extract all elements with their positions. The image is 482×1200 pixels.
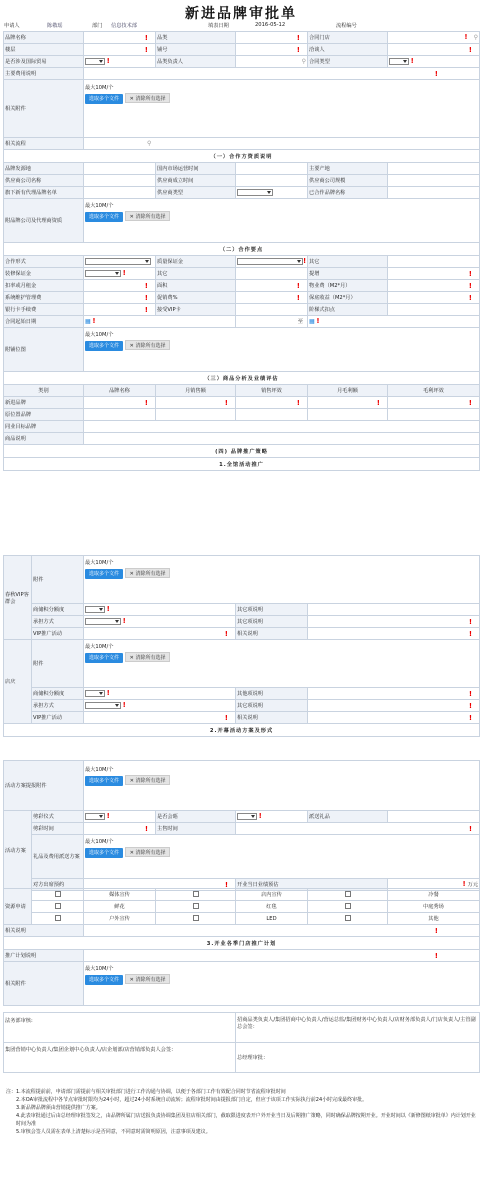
start-date-label: 合同起始日期	[4, 316, 84, 328]
other-label: 其它	[308, 256, 388, 268]
brand-name-field[interactable]: !	[84, 32, 156, 44]
cut-time-field[interactable]: !	[84, 823, 156, 835]
berth-label: 铺号	[156, 44, 236, 56]
negotiator-label: 洽谈人	[308, 44, 388, 56]
points-select[interactable]: !	[84, 688, 236, 700]
row-new-brand: 新进品牌	[4, 397, 84, 409]
search-icon[interactable]: ⚲	[473, 34, 478, 41]
col-margin-eff: 毛利坪效	[388, 385, 480, 397]
select-files-button[interactable]: 选取多个文件	[85, 653, 123, 663]
related-field[interactable]: !	[308, 712, 480, 724]
note-5: 5.审核会签人员需在表单上清楚标示是否同意，不同意时需简明原因，注意事项及建议。	[16, 1129, 211, 1135]
date-value: 2016-05-12	[255, 22, 286, 28]
negotiator-field[interactable]: !	[388, 44, 480, 56]
res-outdoor: 户外宣传	[84, 913, 156, 925]
gift-upload[interactable]: 最大10M/个 选取多个文件 ✕ 清除所有选择	[84, 835, 480, 879]
cut-label: 剪彩仪式	[32, 811, 84, 823]
other-desc2-label: 其它项说明	[236, 616, 308, 628]
note-1: 注：1.本流程提前前，申请部门需提前与相关审批部门进行工作沟通与协调，以便于各部门工作有效配合同时节省流程审批时间	[6, 1089, 286, 1095]
bear-label: 承担方式	[32, 616, 84, 628]
clear-files-button[interactable]: ✕ 清除所有选择	[125, 775, 171, 785]
min-income-label: 保底收益（M2*月）	[308, 292, 388, 304]
select-files-button[interactable]: 选取多个文件	[85, 341, 123, 351]
search-icon[interactable]: ⚲	[147, 140, 152, 147]
coop-form-label: 合作形式	[4, 256, 84, 268]
market-time-field[interactable]	[236, 163, 308, 175]
other-field[interactable]	[388, 256, 480, 268]
host-time-label: 主售时间	[156, 823, 236, 835]
other-desc-field[interactable]	[308, 604, 480, 616]
goods-desc-field[interactable]	[84, 433, 480, 445]
other-item-field[interactable]: !	[308, 688, 480, 700]
supplier-time-label: 供应商成立时间	[156, 175, 236, 187]
table-cell[interactable]: !	[236, 397, 308, 409]
supplier-type-select[interactable]	[236, 187, 308, 199]
plan-attach-label: 活动方案提报附件	[4, 761, 84, 811]
points-label: 商储积分额度	[32, 688, 84, 700]
contract-type-label: 合同类型	[308, 56, 388, 68]
foreign-select[interactable]: !	[84, 56, 156, 68]
select-files-button[interactable]: 选取多个文件	[85, 569, 123, 579]
subsection-2: 2.开幕活动方案及形式	[4, 724, 480, 737]
increase-label: 提增	[308, 268, 388, 280]
clear-files-button[interactable]: ✕ 清除所有选择	[125, 93, 171, 103]
attach-label: 附件	[32, 556, 84, 604]
bear-select[interactable]: !	[84, 616, 236, 628]
attach2-upload[interactable]: 最大10M/个 选取多个文件 ✕ 清除所有选择	[84, 962, 480, 1006]
gift-plan-label: 礼品及费用派送方案	[32, 835, 84, 879]
origin-field[interactable]	[84, 163, 156, 175]
increase-field[interactable]: !	[388, 268, 480, 280]
agent-attach-label: 附品牌公司及代理商资质	[4, 199, 84, 243]
deposit-label: 质量保证金	[156, 256, 236, 268]
brand-sign[interactable]: 招商品类负责人/集团招商中心负责人/营运总监/集团财务中心负责人/店财务部负责人/门店负责人/主管副总会签：	[236, 1013, 480, 1043]
area-label: 面积	[156, 280, 236, 292]
clear-files-button[interactable]: ✕ 清除所有选择	[125, 340, 171, 350]
step-rate-label: 阶梯式扣点	[308, 304, 388, 316]
supplier-name-label: 供应商公司名称	[4, 175, 84, 187]
foreign-label: 是否涉及国际贸易	[4, 56, 84, 68]
row-goods-desc: 商品说明	[4, 433, 84, 445]
position-map-label: 附铺位图	[4, 328, 84, 372]
owner-label: 品类负责人	[156, 56, 236, 68]
date-label: 填表日期	[208, 23, 229, 29]
resource-table	[3, 888, 480, 1006]
meet-label: 是否会晤	[156, 811, 236, 823]
res-flowers: 鲜花	[84, 901, 156, 913]
vip-card-label: 接受VIP卡	[156, 304, 236, 316]
other-desc-field[interactable]: !	[308, 700, 480, 712]
plan-upload[interactable]: 最大10M/个 选取多个文件 ✕ 清除所有选择	[84, 761, 480, 811]
res-desc-field[interactable]: !	[84, 925, 480, 937]
table-cell[interactable]: !	[388, 397, 480, 409]
supplier-time-field[interactable]	[236, 175, 308, 187]
res-media: 媒体宣传	[84, 889, 156, 901]
invite-field[interactable]	[388, 811, 480, 823]
table-cell[interactable]	[388, 409, 480, 421]
related-field[interactable]: !	[308, 628, 480, 640]
store-label: 合同门店	[308, 32, 388, 44]
related-label: 相关说明	[236, 628, 308, 640]
store-field[interactable]: ⚲ !	[388, 32, 480, 44]
main-terms-field[interactable]: !	[84, 68, 480, 80]
card-fee-label: 银行卡手续费	[4, 304, 84, 316]
res-buffet: 冷餐	[388, 889, 480, 901]
floor-label: 楼层	[4, 44, 84, 56]
cut-select[interactable]: !	[84, 811, 156, 823]
col-brand: 品牌名称	[84, 385, 156, 397]
owner-field[interactable]	[236, 56, 308, 68]
supplier-size-label: 供应商公司规模	[308, 175, 388, 187]
agent-list-label: 旗下新有代理品牌名单	[4, 187, 84, 199]
approval-form	[3, 0, 479, 1200]
step-rate-field[interactable]	[388, 304, 480, 316]
select-files-button[interactable]: 选取多个文件	[85, 94, 123, 104]
table-cell[interactable]: !	[156, 397, 236, 409]
card-fee-field[interactable]: !	[84, 304, 156, 316]
select-files-button[interactable]: 选取多个文件	[85, 848, 123, 858]
plan-desc-field[interactable]: !	[84, 950, 480, 962]
area-field[interactable]: !	[236, 280, 308, 292]
flow-no-label: 流程编号	[336, 23, 357, 29]
res-checkbox[interactable]	[156, 889, 236, 901]
supplier-size-field[interactable]	[388, 175, 480, 187]
floor-field[interactable]: !	[84, 44, 156, 56]
other-desc-label: 其它项说明	[236, 604, 308, 616]
select-files-button[interactable]: 选取多个文件	[85, 776, 123, 786]
invite-label: 派送礼品	[308, 811, 388, 823]
host-time-field[interactable]: !	[236, 823, 480, 835]
main-origin-field[interactable]	[388, 163, 480, 175]
rent-field[interactable]: !	[84, 280, 156, 292]
attach2-label: 相关附件	[4, 962, 84, 1006]
position-map-upload[interactable]: 最大10M/个 选取多个文件 ✕ 清除所有选择	[84, 328, 480, 372]
decor-deposit-select[interactable]: !	[84, 268, 156, 280]
points-select[interactable]: !	[84, 604, 236, 616]
col-sales: 月销售额	[156, 385, 236, 397]
start-date-field[interactable]: ▦ !	[84, 316, 236, 328]
rent-label: 扣率或月租金	[4, 280, 84, 292]
res-other: 其他	[388, 913, 480, 925]
budget-label: 对方出席预约	[32, 879, 84, 891]
origin-label: 品牌发源地	[4, 163, 84, 175]
form-title: 新进品牌审批单	[185, 6, 297, 22]
clear-files-button[interactable]: ✕ 清除所有选择	[125, 847, 171, 857]
other2-label: 其它	[156, 268, 236, 280]
agent-attach-upload[interactable]: 最大10M/个 选取多个文件 ✕ 清除所有选择	[84, 199, 480, 243]
target-brand-field[interactable]	[84, 421, 480, 433]
other-desc-label: 其它项说明	[236, 700, 308, 712]
res-desc-label: 相关说明	[4, 925, 84, 937]
min-income-field[interactable]: !	[388, 292, 480, 304]
berth-field[interactable]: !	[236, 44, 308, 56]
group-sign[interactable]: 集团营销中心负责人/集团企划中心负责人/店企划部/店营销部负责人会签：	[4, 1043, 236, 1073]
table-cell[interactable]	[236, 409, 308, 421]
section-1-title: （一）合作方资质说明	[4, 150, 480, 163]
res-carpet: 红毯	[236, 901, 308, 913]
other-item-label: 其他项说明	[236, 688, 308, 700]
dept-value: 信息技术部	[111, 23, 137, 29]
vip-card-field[interactable]	[236, 304, 308, 316]
col-sales-eff: 销售坪效	[236, 385, 308, 397]
attach-label: 附件	[32, 640, 84, 688]
section-2-title: （二）合作要点	[4, 243, 480, 256]
subsection-3: 3.开业各季门店推广计划	[4, 937, 480, 950]
note-3: 3.新品牌品牌须由营销提供推广方案。	[16, 1105, 101, 1111]
section-3-title: （三）商品分析及业绩评估	[4, 372, 480, 385]
deposit-select[interactable]: !	[236, 256, 308, 268]
plan-desc-label: 推广计划说明	[4, 950, 84, 962]
daily-field[interactable]: 万元 !	[388, 879, 480, 891]
system-fee-label: 系统维护管理费	[4, 292, 84, 304]
related-flow-field[interactable]	[84, 138, 480, 150]
budget-field[interactable]: !	[84, 879, 236, 891]
applicant-value: 陈敬瑶	[47, 23, 63, 29]
row-target-brand: 同业目标品牌	[4, 421, 84, 433]
related-flow-label: 相关流程	[4, 138, 84, 150]
other-desc2-field[interactable]: !	[308, 616, 480, 628]
category-label: 品类	[156, 32, 236, 44]
spring-upload[interactable]: 最大10M/个 选取多个文件 ✕ 清除所有选择	[84, 556, 480, 604]
promo-table	[3, 555, 480, 737]
main-table	[3, 31, 480, 471]
agent-list-field[interactable]	[84, 187, 156, 199]
spring-vip-label: 春秋VIP客群会	[4, 556, 32, 640]
vip-promo-label: VIP推广活动	[32, 628, 84, 640]
res-checkbox[interactable]	[32, 913, 84, 925]
daily-label: 开业当日业绩预估	[236, 879, 388, 891]
partner-brands-label: 已合作品牌名称	[308, 187, 388, 199]
clear-files-button[interactable]: ✕ 清除所有选择	[125, 652, 171, 662]
opening-activity-label: 活动方案	[4, 811, 32, 891]
vip-promo-field[interactable]: !	[84, 628, 236, 640]
anniv-upload[interactable]: 最大10M/个 选取多个文件 ✕ 清除所有选择	[84, 640, 480, 688]
supplier-type-label: 供应商类型	[156, 187, 236, 199]
decor-deposit-label: 装修保证金	[4, 268, 84, 280]
table-cell[interactable]	[308, 409, 388, 421]
clear-files-button[interactable]: ✕ 清除所有选择	[125, 568, 171, 578]
attach-label: 相关附件	[4, 80, 84, 138]
anniversary-label: 店庆	[4, 640, 32, 724]
note-2: 2.本OA审批流程中各节点审批时限均为24小时，超过24小时系统自动流转；流程审批时间由提报部门自定，但应于该项工作实际执行前24小时完成最终审批。	[16, 1097, 368, 1103]
category-field[interactable]: !	[236, 32, 308, 44]
to-label: 至	[236, 316, 308, 328]
main-terms-label: 主要费用说明	[4, 68, 84, 80]
res-checkbox[interactable]	[156, 913, 236, 925]
select-files-button[interactable]: 选取多个文件	[85, 975, 123, 985]
attach-upload[interactable]	[84, 80, 480, 138]
calendar-icon[interactable]: ▦	[85, 318, 91, 325]
promo-fee-label: 促销费%	[156, 292, 236, 304]
col-type: 类别	[4, 385, 84, 397]
bear-label: 承担方式	[32, 700, 84, 712]
legal-sign[interactable]: 法务部审核:	[4, 1013, 236, 1043]
bear-select[interactable]: !	[84, 700, 236, 712]
gm-sign[interactable]: 总经理审批：	[236, 1043, 480, 1073]
sign-table	[3, 1012, 480, 1073]
upload-max: 最大10M/个	[85, 85, 114, 91]
vip-promo-field[interactable]: !	[84, 712, 236, 724]
property-fee-label: 物业费（M2*月）	[308, 280, 388, 292]
table-cell[interactable]	[84, 409, 156, 421]
table-cell[interactable]: !	[308, 397, 388, 409]
clear-files-button[interactable]: ✕ 清除所有选择	[125, 974, 171, 984]
points-label: 商储积分额度	[32, 604, 84, 616]
notes	[6, 1088, 480, 1136]
wan-unit: 万元	[467, 882, 479, 888]
row-old-brand: 原位置品牌	[4, 409, 84, 421]
col-margin: 月毛利额	[308, 385, 388, 397]
table-cell[interactable]	[156, 409, 236, 421]
other2-field[interactable]	[236, 268, 308, 280]
resource-label: 资源申请	[4, 889, 32, 925]
cut-time-label: 剪彩时间	[32, 823, 84, 835]
calendar-icon[interactable]: ▦	[309, 318, 315, 325]
system-fee-field[interactable]: !	[84, 292, 156, 304]
coop-form-select[interactable]	[84, 256, 156, 268]
contract-type-select[interactable]: !	[388, 56, 480, 68]
res-checkbox[interactable]	[308, 901, 388, 913]
clear-files-button[interactable]: ✕ 清除所有选择	[125, 211, 171, 221]
res-checkbox[interactable]	[32, 901, 84, 913]
subsection-1: 1.全馆活动推广	[4, 458, 480, 471]
end-date-field[interactable]: ▦ !	[308, 316, 480, 328]
related-label: 相关说明	[236, 712, 308, 724]
main-origin-label: 主要产地	[308, 163, 388, 175]
promo-fee-field[interactable]: !	[236, 292, 308, 304]
section-4-title: (四) 品牌推广策略	[4, 445, 480, 458]
applicant-label: 申请人	[4, 23, 20, 29]
res-led: LED	[236, 913, 308, 925]
dept-label: 部门	[92, 23, 103, 29]
res-checkbox[interactable]	[32, 889, 84, 901]
table-cell[interactable]: !	[84, 397, 156, 409]
brand-name-label: 品牌名称	[4, 32, 84, 44]
vip-promo-label: VIP推广活动	[32, 712, 84, 724]
partner-brands-field[interactable]	[388, 187, 480, 199]
res-checkbox[interactable]	[308, 889, 388, 901]
property-fee-field[interactable]: !	[388, 280, 480, 292]
res-instore: 店内宣传	[236, 889, 308, 901]
opening-table	[3, 760, 480, 891]
res-checkbox[interactable]	[156, 901, 236, 913]
user-search-icon[interactable]: ⚲	[301, 58, 306, 65]
note-4: 4.此表审批通过后由总经理审批签发之，由品牌所属门店送报负责协调集团及驻店相关部门，截取限进度表开户外开业当日及后期推广策略，同时确保品牌按期开业。开业时间以《新修图纸审批单》内计划开业时间为准	[16, 1113, 476, 1127]
select-files-button[interactable]: 选取多个文件	[85, 212, 123, 222]
market-time-label: 国内市场运营时间	[156, 163, 236, 175]
supplier-name-field[interactable]	[84, 175, 156, 187]
meet-select[interactable]: !	[236, 811, 308, 823]
res-checkbox[interactable]	[308, 913, 388, 925]
res-atrium: 中庭秀场	[388, 901, 480, 913]
